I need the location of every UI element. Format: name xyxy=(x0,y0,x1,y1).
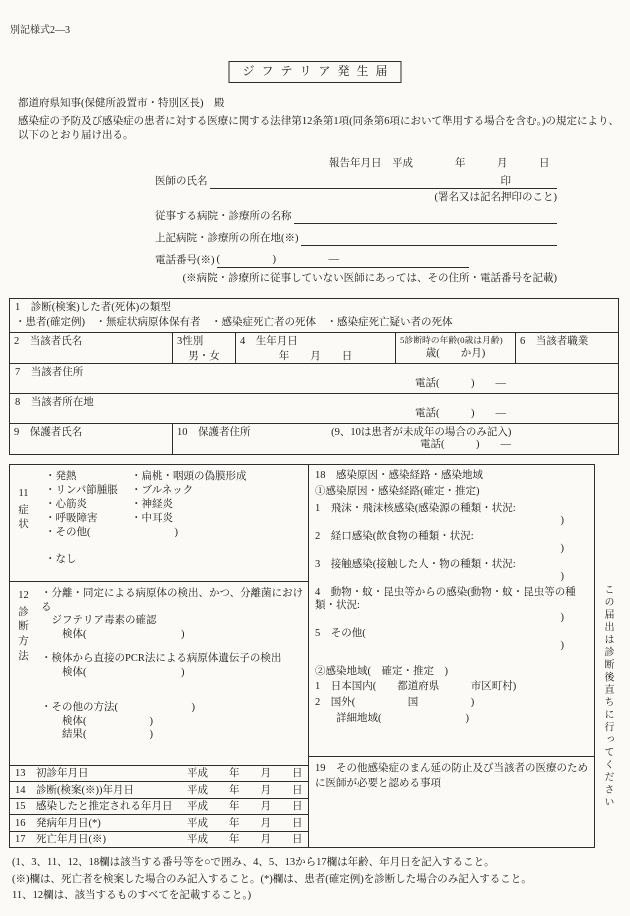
phone-field[interactable]: ( ) — xyxy=(217,253,469,268)
type-options[interactable]: ・患者(確定例) ・無症状病原体保有者 ・感染症死亡者の死体 ・感染症死亡疑い者の死体 xyxy=(15,316,453,328)
infection-route-contact xyxy=(315,558,588,583)
date-row-diagnosis xyxy=(10,781,308,798)
date-field[interactable]: 平成 年 月 日 xyxy=(187,817,303,829)
symptom-option[interactable]: ・その他( ) xyxy=(45,527,178,538)
route-close-paren: ) xyxy=(560,543,564,554)
date-row-onset xyxy=(10,814,308,831)
date-field[interactable]: 平成 年 月 日 xyxy=(187,784,303,796)
form-title: ジフテリア発生届 xyxy=(228,61,401,83)
symptom-option[interactable]: ・扁桃・咽頭の偽膜形成 xyxy=(131,471,247,482)
birthdate-cell xyxy=(236,333,396,363)
result-field[interactable]: 結果( ) xyxy=(41,729,153,740)
symptoms-options xyxy=(37,465,308,581)
infection-title: 18 感染原因・感染経路・感染地域 xyxy=(315,470,483,481)
diagnosis-number: 12 xyxy=(18,590,29,601)
symptoms-number: 11 xyxy=(18,488,29,499)
hospital-name-row xyxy=(155,209,557,224)
symptom-option-none[interactable]: ・なし xyxy=(45,554,77,565)
diagnosis-label: 診断方法 xyxy=(18,606,29,662)
guardian-phone-field[interactable]: 電話( ) — xyxy=(420,439,511,451)
residence-row[interactable] xyxy=(10,393,618,423)
clinical-table xyxy=(9,464,595,848)
region-detail-field[interactable]: 詳細地域( ) xyxy=(315,713,469,724)
residence-label: 8 当該者所在地 xyxy=(15,397,94,408)
symptom-option[interactable]: ・中耳炎 xyxy=(131,513,173,524)
specimen-field[interactable]: 検体( ) xyxy=(41,628,185,640)
seal-note: (署名又は記名押印のこと) xyxy=(434,192,557,203)
submit-immediately-note: この届出は診断後直ちに行ってください xyxy=(602,584,613,809)
clinical-right-column xyxy=(309,465,594,847)
diagnosis-option[interactable]: ジフテリア毒素の確認 xyxy=(41,615,157,626)
route-option[interactable]: 3 接触感染(接触した人・物の種類・状況: xyxy=(315,559,516,570)
diagnosis-method-section xyxy=(10,581,308,765)
address-phone-field[interactable]: 電話( ) — xyxy=(415,378,506,390)
birthdate-field[interactable]: 年 月 日 xyxy=(278,350,353,362)
route-close-paren: ) xyxy=(560,571,564,582)
diagnosis-header xyxy=(10,582,37,765)
date-label: 14 診断(検案(※))年月日 xyxy=(15,784,134,796)
name-cell[interactable] xyxy=(10,333,173,363)
symptom-option[interactable]: ・発熱 xyxy=(45,471,77,482)
address-label: 7 当該者住所 xyxy=(15,367,84,378)
doctor-info-block xyxy=(155,174,557,285)
age-cell xyxy=(396,333,516,363)
additional-notes-label: 19 その他感染症のまん延の防止及び当該者の医療のために医師が必要と認める事項 xyxy=(315,763,588,789)
doctor-name-row xyxy=(155,174,557,189)
infection-route-oral xyxy=(315,530,588,555)
infection-route-other xyxy=(315,627,588,652)
clinical-left-column xyxy=(10,465,309,847)
guardian-address-label: 10 保護者住所 xyxy=(177,427,251,438)
date-row-estimated-infection xyxy=(10,798,308,815)
infection-route-subtitle: ①感染原因・感染経路(確定・推定) xyxy=(315,486,480,497)
region-option-domestic[interactable]: 1 日本国内( 都道府県 市区町村) xyxy=(315,681,517,692)
symptoms-column-2 xyxy=(131,470,247,581)
guardian-name-cell[interactable] xyxy=(10,424,173,454)
footer-notes xyxy=(12,855,532,905)
infection-route-droplet xyxy=(315,502,588,527)
route-option[interactable]: 2 経口感染(飲食物の種類・状況: xyxy=(315,531,474,542)
guardian-address-cell[interactable] xyxy=(173,424,618,454)
identity-row xyxy=(10,332,618,363)
hospital-address-row xyxy=(155,231,557,246)
infection-section xyxy=(309,465,594,756)
date-row-first-visit xyxy=(10,765,308,782)
symptom-option[interactable]: ・ブルネック xyxy=(131,485,194,496)
specimen-field[interactable]: 検体( ) xyxy=(41,666,185,678)
symptoms-section xyxy=(10,465,308,581)
date-label: 16 発病年月日(*) xyxy=(15,817,101,829)
route-option[interactable]: 1 飛沫・飛沫核感染(感染源の種類・状況: xyxy=(315,503,516,514)
specimen-field[interactable]: 検体( ) xyxy=(41,715,153,727)
route-close-paren: ) xyxy=(560,612,564,623)
addressee-line: 都道府県知事(保健所設置市・特別区長) 殿 xyxy=(18,98,225,109)
phone-label: 電話番号(※) xyxy=(155,255,215,266)
route-option[interactable]: 4 動物・蚊・昆虫等からの感染(動物・蚊・昆虫等の種類・状況: xyxy=(315,587,576,611)
guardian-row xyxy=(10,423,618,454)
route-close-paren: ) xyxy=(560,640,564,651)
patient-table xyxy=(9,298,619,455)
address-row[interactable] xyxy=(10,363,618,393)
footer-note-line: 11、12欄は、該当するものすべてを記載すること。) xyxy=(12,890,252,901)
sex-cell xyxy=(173,333,236,363)
infection-region-subtitle: ②感染地域( 確定・推定 ) xyxy=(315,666,448,677)
age-field[interactable]: 歳( か月) xyxy=(425,348,486,360)
hospital-name-label: 従事する病院・診療所の名称 xyxy=(155,211,292,222)
date-label: 17 死亡年月日(※) xyxy=(15,834,106,845)
symptom-option[interactable]: ・神経炎 xyxy=(131,499,173,510)
symptom-option[interactable]: ・リンパ節腫脹 xyxy=(45,485,118,496)
additional-notes-section[interactable] xyxy=(309,756,594,847)
occupation-cell[interactable] xyxy=(516,333,618,363)
sex-options[interactable]: 男・女 xyxy=(188,350,220,362)
doctor-name-label: 医師の氏名 xyxy=(155,176,208,188)
guardian-name-label: 9 保護者氏名 xyxy=(14,427,83,438)
phone-note: (※病院・診療所に従事していない医師にあっては、その住所・電話番号を記載) xyxy=(182,272,557,284)
symptom-option[interactable]: ・呼吸障害 xyxy=(45,513,98,524)
sex-label: 3性別 xyxy=(177,336,204,347)
date-field[interactable]: 平成 年 月 日 xyxy=(187,801,303,812)
date-label: 13 初診年月日 xyxy=(15,768,89,779)
seal-mark: 印 xyxy=(500,175,511,187)
route-close-paren: ) xyxy=(560,515,564,526)
date-field[interactable]: 平成 年 月 日 xyxy=(187,768,303,779)
residence-phone-field[interactable]: 電話( ) — xyxy=(415,408,506,420)
type-label: 1 診断(検案)した者(死体)の類型 xyxy=(15,302,171,313)
birthdate-label: 4 生年月日 xyxy=(240,336,298,347)
doctor-name-field[interactable] xyxy=(210,174,558,189)
occupation-label: 6 当該者職業 xyxy=(520,336,589,347)
infection-route-animal xyxy=(315,586,588,624)
region-option-abroad[interactable]: 2 国外( 国 ) xyxy=(315,697,475,708)
footer-note-line: (1、3、11、12、18欄は該当する番号等を○で囲み、4、5、13から17欄は年齢、年月日を記入すること。 xyxy=(12,857,495,868)
name-label: 2 当該者氏名 xyxy=(14,336,83,347)
hospital-address-label: 上記病院・診療所の所在地(※) xyxy=(155,233,299,244)
symptom-option[interactable]: ・心筋炎 xyxy=(45,499,87,510)
diagnosis-options xyxy=(37,582,308,765)
date-row-death xyxy=(10,831,308,848)
form-code: 別記様式2—3 xyxy=(10,25,70,36)
route-option[interactable]: 5 その他( xyxy=(315,628,366,639)
type-row xyxy=(10,299,618,332)
hospital-address-field[interactable] xyxy=(301,231,558,246)
footer-note-line: (※)欄は、死亡者を検案した場合のみ記入すること。(*)欄は、患者(確定例)を診断した場合のみ記入すること。 xyxy=(12,873,532,885)
diagnosis-option[interactable]: ・その他の方法( ) xyxy=(41,702,195,713)
date-label: 15 感染したと推定される年月日 xyxy=(15,801,173,812)
hospital-name-field[interactable] xyxy=(294,209,558,224)
intro-text: 感染症の予防及び感染症の患者に対する医療に関する法律第12条第1項(同条第6項において準用する場合を含む。)の規定により、以下のとおり届け出る。 xyxy=(18,116,619,141)
report-date-field[interactable]: 報告年月日 平成 年 月 日 xyxy=(329,158,550,169)
date-field[interactable]: 平成 年 月 日 xyxy=(187,834,303,845)
guardian-note: (9、10は患者が未成年の場合のみ記入) xyxy=(331,427,512,438)
symptoms-label: 症状 xyxy=(18,504,29,531)
symptoms-header xyxy=(10,465,37,581)
phone-row xyxy=(155,253,557,268)
diagnosis-option[interactable]: ・分離・同定による病原体の検出、かつ、分離菌における xyxy=(41,588,304,613)
age-label: 5診断時の年齢(0歳は月齢) xyxy=(400,335,503,345)
diagnosis-option[interactable]: ・検体から直接のPCR法による病原体遺伝子の検出 xyxy=(41,653,282,664)
